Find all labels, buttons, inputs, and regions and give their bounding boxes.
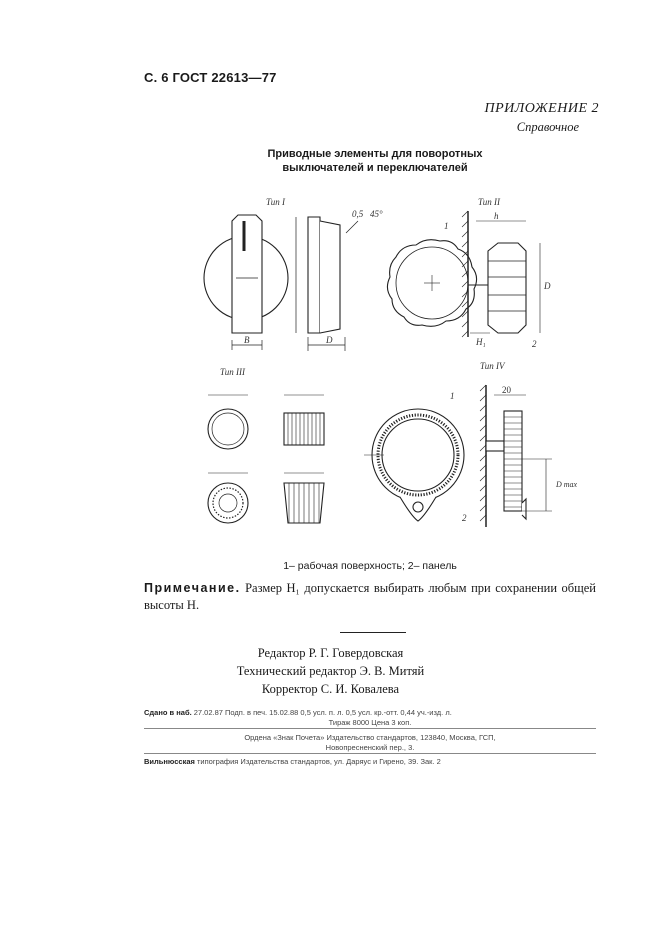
callout-2-a: 2 bbox=[532, 339, 537, 349]
imprint-rule-2 bbox=[144, 753, 596, 754]
dim-20: 20 bbox=[502, 385, 511, 395]
corrector-credit: Корректор С. И. Ковалева bbox=[261, 682, 400, 696]
note-label: Примечание. bbox=[144, 581, 241, 595]
technical-drawing bbox=[180, 185, 600, 555]
callout-2-b: 2 bbox=[462, 513, 467, 523]
type1-side-view bbox=[296, 217, 345, 351]
type-label-2: Тип II bbox=[478, 197, 501, 207]
callout-1-b: 1 bbox=[450, 391, 455, 401]
imprint-line-5 bbox=[144, 757, 596, 766]
appendix-title: ПРИЛОЖЕНИЕ 2 bbox=[484, 101, 599, 116]
type2-fluted-knob bbox=[387, 240, 476, 327]
imprint-line-1 bbox=[144, 708, 596, 717]
figure-title-line2: выключателей и переключателей bbox=[282, 162, 468, 174]
imprint-line-4: Новопресненский пер., 3. bbox=[325, 743, 415, 752]
dim-B: B bbox=[244, 335, 250, 345]
imprint-rule bbox=[144, 728, 596, 729]
type4-side-knob bbox=[486, 395, 552, 519]
type4-ring-knob bbox=[364, 409, 464, 521]
figure-title-line1: Приводные элементы для поворотных bbox=[267, 148, 483, 160]
angle-45: 45° bbox=[370, 209, 383, 219]
imprint-line-2: Тираж 8000 Цена 3 коп. bbox=[328, 718, 412, 727]
figure-title bbox=[200, 147, 550, 175]
type2-side-knob bbox=[468, 221, 540, 333]
note-text: Размер H₁ допускается выбирать любым при сохранении общей высоты H. bbox=[144, 581, 596, 612]
imprint-line-5-lead: Вильнюсская bbox=[144, 757, 195, 766]
appendix-subtitle: Справочное bbox=[516, 120, 579, 134]
type3-top-views bbox=[208, 395, 248, 523]
editor-credit: Редактор Р. Г. Говердовская bbox=[257, 646, 404, 660]
tech-editor-credit: Технический редактор Э. В. Митяй bbox=[236, 664, 425, 678]
dim-D-type2: D bbox=[544, 281, 551, 291]
type3-side-views bbox=[284, 395, 324, 523]
imprint-line-1-lead: Сдано в наб. bbox=[144, 708, 192, 717]
separator-rule bbox=[340, 632, 406, 633]
imprint-line-5-text: типография Издательства стандартов, ул. Даряус и Гирено, 39. Зак. 2 bbox=[196, 757, 441, 766]
imprint-line-3: Ордена «Знак Почета» Издательство стандартов, 123840, Москва, ГСП, bbox=[244, 733, 496, 742]
page-header: С. 6 ГОСТ 22613—77 bbox=[144, 70, 277, 85]
note-paragraph bbox=[144, 580, 596, 614]
type-label-1: Тип I bbox=[266, 197, 286, 207]
type-label-3: Тип III bbox=[220, 367, 246, 377]
dim-h: h bbox=[494, 211, 499, 221]
dim-H1: H₁ bbox=[476, 337, 486, 347]
dim-Dmax: D max bbox=[556, 480, 578, 489]
type4-panel-hatched bbox=[480, 385, 486, 527]
dim-D-type1: D bbox=[326, 335, 333, 345]
figure-legend: 1– рабочая поверхность; 2– панель bbox=[283, 560, 457, 572]
imprint-line-1-text: 27.02.87 Подп. в печ. 15.02.88 0,5 усл. п. л. 0,5 усл. кр.-отт. 0,44 уч.-изд. л. bbox=[193, 708, 452, 717]
angle-0-5: 0,5 bbox=[352, 209, 364, 219]
type-label-4: Тип IV bbox=[480, 361, 505, 371]
type1-front-view bbox=[204, 215, 288, 350]
callout-1-a: 1 bbox=[444, 221, 449, 231]
